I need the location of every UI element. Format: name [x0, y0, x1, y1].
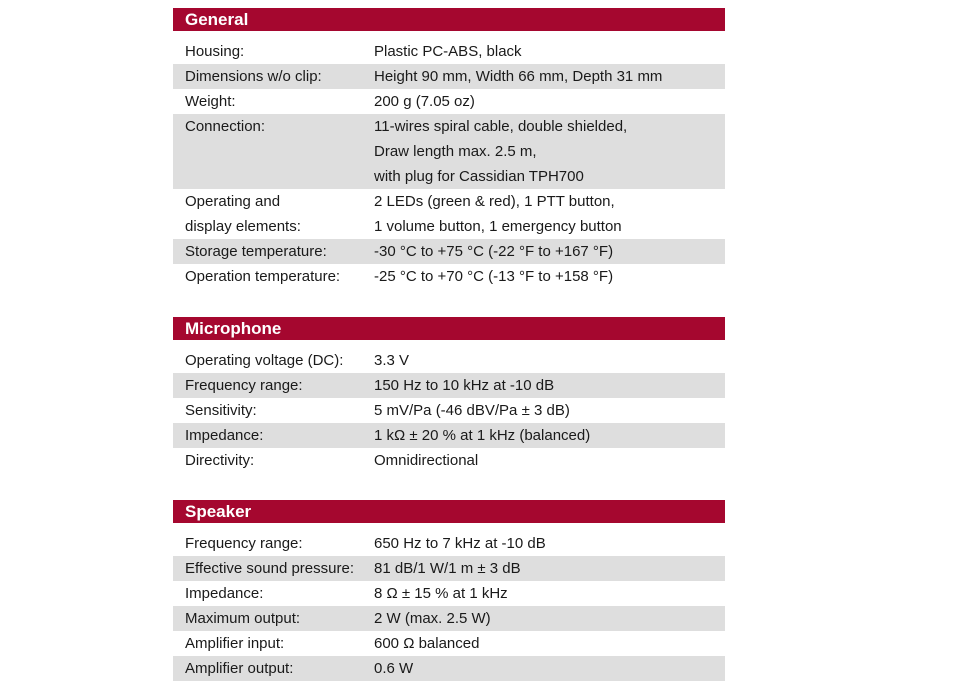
- spec-row-connection: [173, 114, 725, 189]
- section-title: Speaker: [173, 500, 725, 523]
- value-line: Omnidirectional: [374, 452, 479, 469]
- spec-value: [374, 423, 725, 448]
- spec-label: Housing:: [185, 43, 245, 60]
- spec-value: [374, 89, 725, 114]
- value-line: 11-wires spiral cable, double shielded,: [374, 118, 628, 135]
- spec-label: Maximum output:: [185, 610, 301, 627]
- label-line: Operating and: [185, 193, 281, 210]
- spec-label: Frequency range:: [185, 377, 303, 394]
- value-line: 2 LEDs (green & red), 1 PTT button,: [374, 193, 615, 210]
- spec-value: [374, 264, 725, 289]
- spec-table: [173, 340, 725, 473]
- value-line: 3.3 V: [374, 352, 410, 369]
- spec-row-frequency-range: [173, 531, 725, 556]
- value-line: with plug for Cassidian TPH700: [374, 168, 584, 185]
- value-line: 1 kΩ ± 20 % at 1 kHz (balanced): [374, 427, 591, 444]
- spec-label: Operating voltage (DC):: [185, 352, 344, 369]
- spec-value: [374, 398, 725, 423]
- value-line: 8 Ω ± 15 % at 1 kHz: [374, 585, 508, 602]
- spec-value: [374, 348, 725, 373]
- spec-label: Dimensions w/o clip:: [185, 68, 322, 85]
- value-line: 600 Ω balanced: [374, 635, 480, 652]
- value-line: 1 volume button, 1 emergency button: [374, 218, 622, 235]
- spec-label: Sensitivity:: [185, 402, 257, 419]
- spec-value: [374, 556, 725, 581]
- spec-table: [173, 31, 725, 289]
- value-line: 150 Hz to 10 kHz at -10 dB: [374, 377, 555, 394]
- spec-value: [374, 373, 725, 398]
- spec-value: [374, 114, 725, 189]
- value-line: 81 dB/1 W/1 m ± 3 dB: [374, 560, 521, 577]
- spec-value: [374, 239, 725, 264]
- spec-row-weight: [173, 89, 725, 114]
- spec-table: [173, 523, 725, 681]
- spec-label: Impedance:: [185, 585, 264, 602]
- spec-row-maximum-output: [173, 606, 725, 631]
- value-line: 650 Hz to 7 kHz at -10 dB: [374, 535, 546, 552]
- value-line: 2 W (max. 2.5 W): [374, 610, 491, 627]
- spec-row-amplifier-input: [173, 631, 725, 656]
- spec-row-directivity: [173, 448, 725, 473]
- value-line: Plastic PC-ABS, black: [374, 43, 522, 60]
- section-title: Microphone: [173, 317, 725, 340]
- spec-row-sound-pressure: [173, 556, 725, 581]
- spec-value: [374, 64, 725, 89]
- spec-row-impedance: [173, 423, 725, 448]
- spec-row-sensitivity: [173, 398, 725, 423]
- section-general: [173, 8, 725, 289]
- value-line: Height 90 mm, Width 66 mm, Depth 31 mm: [374, 68, 663, 85]
- spec-value: [374, 581, 725, 606]
- spec-row-operating-voltage: [173, 348, 725, 373]
- spec-row-operating-elements: [173, 189, 725, 239]
- value-line: 5 mV/Pa (-46 dBV/Pa ± 3 dB): [374, 402, 570, 419]
- spec-value: [374, 531, 725, 556]
- spec-label: Weight:: [185, 93, 236, 110]
- spec-label: Storage temperature:: [185, 243, 327, 260]
- section-microphone: [173, 317, 725, 473]
- spec-row-dimensions: [173, 64, 725, 89]
- spec-value: [374, 189, 725, 239]
- spec-label: [173, 189, 374, 239]
- spec-value: [374, 39, 725, 64]
- spec-label: Amplifier input:: [185, 635, 285, 652]
- spec-row-impedance: [173, 581, 725, 606]
- section-title: General: [173, 8, 725, 31]
- spec-row-storage-temperature: [173, 239, 725, 264]
- spec-row-frequency-range: [173, 373, 725, 398]
- spec-label: Frequency range:: [185, 535, 303, 552]
- section-speaker: [173, 500, 725, 681]
- value-line: 200 g (7.05 oz): [374, 93, 475, 110]
- spec-label: Effective sound pressure:: [185, 560, 354, 577]
- spec-row-housing: [173, 39, 725, 64]
- spec-value: [374, 631, 725, 656]
- spec-label: Operation temperature:: [185, 268, 341, 285]
- spec-label: Amplifier output:: [185, 660, 294, 677]
- spec-label: Connection:: [185, 118, 266, 135]
- spec-label: Directivity:: [185, 452, 255, 469]
- value-line: 0.6 W: [374, 660, 414, 677]
- spec-row-operation-temperature: [173, 264, 725, 289]
- value-line: -30 °C to +75 °C (-22 °F to +167 °F): [374, 243, 614, 260]
- label-line: display elements:: [185, 218, 301, 235]
- spec-label: Impedance:: [185, 427, 264, 444]
- spec-value: [374, 448, 725, 473]
- spec-value: [374, 606, 725, 631]
- spec-row-amplifier-output: [173, 656, 725, 681]
- spec-value: [374, 656, 725, 681]
- value-line: -25 °C to +70 °C (-13 °F to +158 °F): [374, 268, 614, 285]
- value-line: Draw length max. 2.5 m,: [374, 143, 537, 160]
